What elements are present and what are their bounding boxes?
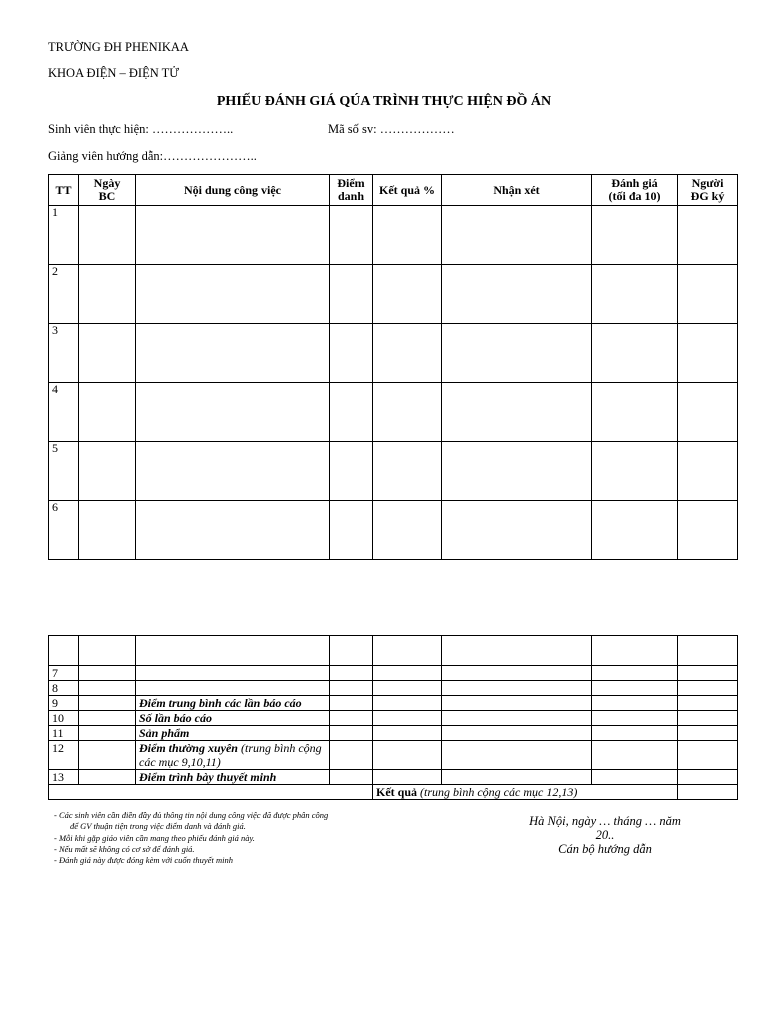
student-id-field: Mã số sv: ……………… <box>328 122 455 136</box>
table-cell <box>79 324 136 383</box>
result-label-note: (trung bình cộng các mục 12,13) <box>417 785 578 799</box>
table-cell <box>330 666 373 681</box>
table-row <box>49 696 738 711</box>
table-cell <box>592 741 678 770</box>
supervisor-field: Giảng viên hướng dẫn:………………….. <box>48 149 257 163</box>
table-cell <box>678 501 738 560</box>
table-cell <box>373 770 442 785</box>
table-cell <box>79 383 136 442</box>
note-line: - Các sinh viên cần điền đầy đủ thông tin nội dung công việc đã được phân công <box>54 810 329 820</box>
table-row <box>49 324 738 383</box>
row-number: 1 <box>49 206 79 265</box>
column-header-line: (tối đa 10) <box>608 189 661 203</box>
table-cell <box>592 501 678 560</box>
table-cell <box>330 696 373 711</box>
table-cell <box>442 265 592 324</box>
table-cell <box>79 726 136 741</box>
table-cell <box>592 681 678 696</box>
table-cell <box>79 681 136 696</box>
table-row <box>49 206 738 265</box>
table-cell <box>136 383 330 442</box>
table-cell <box>373 501 442 560</box>
column-header-line: Kết quả % <box>378 182 435 197</box>
row-content: Điểm trung bình các lần báo cáo <box>136 696 330 711</box>
column-header-line: BC <box>98 189 116 203</box>
table-cell <box>678 711 738 726</box>
table-cell <box>678 383 738 442</box>
table-cell <box>330 741 373 770</box>
table-cell <box>678 666 738 681</box>
table-cell <box>373 711 442 726</box>
row-content: Điểm trình bày thuyết minh <box>136 770 330 785</box>
row-number: 5 <box>49 442 79 501</box>
table-cell <box>373 442 442 501</box>
table-cell <box>79 501 136 560</box>
table-cell <box>330 681 373 696</box>
table-row <box>49 726 738 741</box>
table-cell <box>330 324 373 383</box>
table-cell <box>373 265 442 324</box>
row-number: 12 <box>49 741 79 770</box>
table-row <box>49 265 738 324</box>
result-label <box>373 785 678 800</box>
table-cell <box>373 383 442 442</box>
table-cell <box>79 442 136 501</box>
table-cell <box>330 726 373 741</box>
table-cell <box>678 696 738 711</box>
table-cell <box>592 726 678 741</box>
row-content <box>136 681 330 696</box>
table-cell <box>678 726 738 741</box>
column-header <box>373 175 442 206</box>
table-cell <box>592 696 678 711</box>
row-number: 10 <box>49 711 79 726</box>
table-cell <box>330 711 373 726</box>
notes <box>54 810 328 866</box>
row-number: 2 <box>49 265 79 324</box>
table-cell <box>442 770 592 785</box>
table-cell <box>79 711 136 726</box>
table-cell <box>373 206 442 265</box>
table-cell <box>678 265 738 324</box>
note-line: - Nếu mất sẽ không có cơ sở để đánh giá. <box>54 843 195 854</box>
table-cell <box>592 383 678 442</box>
column-header-line: Người <box>691 176 724 190</box>
table-cell <box>592 770 678 785</box>
table-cell <box>136 442 330 501</box>
table-cell <box>678 785 738 800</box>
table-cell <box>373 681 442 696</box>
table-cell <box>373 741 442 770</box>
row-number: 9 <box>49 696 79 711</box>
table-row <box>49 636 738 666</box>
report-table-upper <box>48 174 738 560</box>
table-cell <box>136 206 330 265</box>
table-cell <box>678 741 738 770</box>
table-cell <box>330 265 373 324</box>
table-cell <box>442 741 592 770</box>
table-cell <box>592 666 678 681</box>
school-name: TRƯỜNG ĐH PHENIKAA <box>48 40 189 54</box>
table-cell <box>678 324 738 383</box>
table-cell <box>79 206 136 265</box>
row-content-note: (trung bình cộng các mục 9,10,11) <box>139 741 322 769</box>
column-header <box>49 175 79 206</box>
table-cell <box>592 265 678 324</box>
column-header-line: Nội dung công việc <box>183 182 281 197</box>
table-cell <box>136 324 330 383</box>
table-cell <box>373 696 442 711</box>
table-cell <box>442 501 592 560</box>
column-header <box>330 175 373 206</box>
table-cell <box>678 442 738 501</box>
table-cell <box>442 696 592 711</box>
table-cell <box>442 681 592 696</box>
table-cell <box>442 726 592 741</box>
note-line: để GV thuận tiện trong việc điểm danh và đánh giá. <box>70 821 246 832</box>
table-cell <box>592 711 678 726</box>
table-cell <box>678 770 738 785</box>
table-cell <box>330 206 373 265</box>
table-row <box>49 681 738 696</box>
result-row <box>49 785 738 800</box>
table-cell <box>442 206 592 265</box>
column-header <box>592 175 678 206</box>
table-cell <box>330 442 373 501</box>
table-cell <box>678 206 738 265</box>
table-cell <box>592 442 678 501</box>
table-cell <box>136 501 330 560</box>
table-cell <box>442 711 592 726</box>
table-row <box>49 383 738 442</box>
table-cell <box>79 770 136 785</box>
row-content <box>136 741 330 770</box>
column-header-line: TT <box>55 182 72 197</box>
row-number: 4 <box>49 383 79 442</box>
faculty-name: KHOA ĐIỆN – ĐIỆN TỬ <box>48 66 179 80</box>
column-header-line: Đánh giá <box>611 176 658 190</box>
table-cell <box>373 726 442 741</box>
table-cell <box>442 666 592 681</box>
column-header <box>79 175 136 206</box>
row-number: 13 <box>49 770 79 785</box>
column-header-line: Nhận xét <box>493 182 540 197</box>
result-label-bold: Kết quả <box>376 785 418 799</box>
row-content-bold: Điểm thường xuyên <box>139 741 238 755</box>
column-header <box>678 175 738 206</box>
table-row <box>49 666 738 681</box>
row-content <box>136 666 330 681</box>
table-row <box>49 501 738 560</box>
signature-role: Cán bộ hướng dẫn <box>558 842 652 856</box>
column-header-line: ĐG ký <box>690 189 725 203</box>
row-number: 8 <box>49 681 79 696</box>
table-row <box>49 741 738 770</box>
student-name-field: Sinh viên thực hiện: ……………….. <box>48 122 234 136</box>
row-content: Số lần báo cáo <box>136 711 330 726</box>
row-number: 7 <box>49 666 79 681</box>
column-header-line: danh <box>337 189 365 203</box>
row-number: 3 <box>49 324 79 383</box>
table-row <box>49 442 738 501</box>
table-cell <box>442 383 592 442</box>
table-header-row <box>49 175 738 206</box>
signature-block <box>520 814 690 856</box>
row-number: 11 <box>49 726 79 741</box>
table-cell <box>373 666 442 681</box>
column-header-line: Ngày <box>93 176 121 190</box>
column-header <box>136 175 330 206</box>
table-cell <box>442 442 592 501</box>
table-row <box>49 770 738 785</box>
table-cell <box>592 206 678 265</box>
table-cell <box>442 324 592 383</box>
table-cell <box>330 501 373 560</box>
table-cell <box>79 265 136 324</box>
signature-date: Hà Nội, ngày … tháng … năm 20.. <box>529 814 681 842</box>
table-row <box>49 711 738 726</box>
table-cell <box>49 785 373 800</box>
note-line: - Mỗi khi gặp giáo viên cần mang theo phiếu đánh giá này. <box>54 832 255 843</box>
table-cell <box>330 770 373 785</box>
table-cell <box>678 681 738 696</box>
table-cell <box>592 324 678 383</box>
table-cell <box>79 666 136 681</box>
form-title: PHIẾU ĐÁNH GIÁ QÚA TRÌNH THỰC HIỆN ĐỒ ÁN <box>216 94 552 109</box>
report-table-lower <box>48 635 738 800</box>
column-header <box>442 175 592 206</box>
table-cell <box>79 741 136 770</box>
row-content: Sản phẩm <box>136 726 330 741</box>
table-cell <box>373 324 442 383</box>
table-cell <box>79 696 136 711</box>
table-cell <box>136 265 330 324</box>
row-number: 6 <box>49 501 79 560</box>
note-line: - Đánh giá này được đóng kèm với cuốn thuyết minh <box>54 855 233 866</box>
table-cell <box>330 383 373 442</box>
column-header-line: Điểm <box>337 176 365 190</box>
